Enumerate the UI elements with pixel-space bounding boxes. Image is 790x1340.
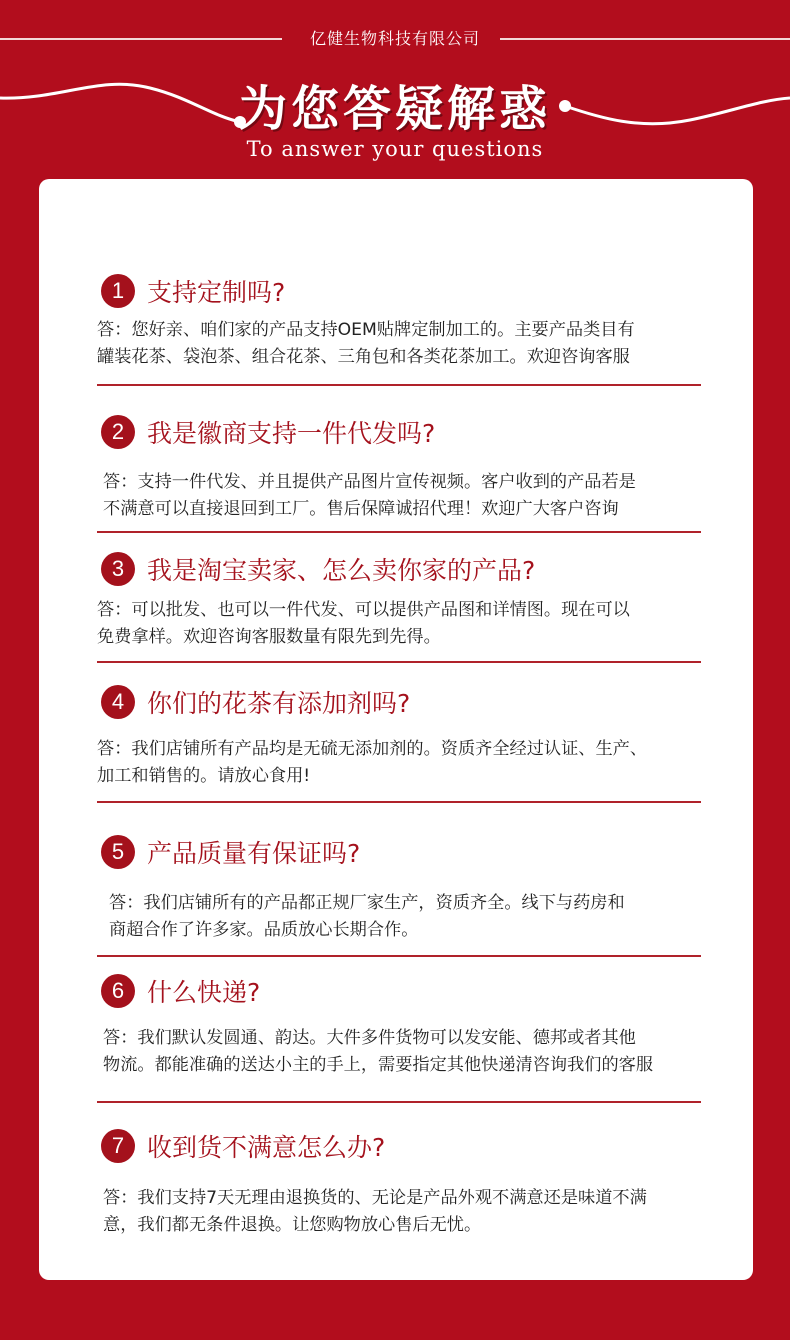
question-number-badge: 2 (101, 415, 135, 449)
faq-answer-2 (103, 469, 636, 523)
faq-question-1 (101, 271, 285, 311)
faq-question-7 (101, 1126, 385, 1166)
faq-divider (97, 661, 701, 663)
answer-line: 答：我们默认发圆通、韵达。大件多件货物可以发安能、德邦或者其他 (103, 1028, 636, 1048)
faq-card (39, 179, 753, 1280)
question-number-badge: 6 (101, 974, 135, 1008)
question-text: 我是淘宝卖家、怎么卖你家的产品? (147, 556, 536, 585)
answer-line: 答：我们支持7天无理由退换货的、无论是产品外观不满意还是味道不满 (103, 1188, 647, 1208)
answer-line: 答：我们店铺所有的产品都正规厂家生产，资质齐全。线下与药房和 (109, 893, 625, 913)
question-number-badge: 3 (101, 552, 135, 586)
question-text: 你们的花茶有添加剂吗? (147, 689, 411, 718)
answer-line: 不满意可以直接退回到工厂。售后保障诚招代理！欢迎广大客户咨询 (103, 499, 619, 519)
faq-divider (97, 1101, 701, 1103)
page-title: 为您答疑解惑 (238, 81, 551, 137)
faq-question-6 (101, 971, 260, 1011)
faq-answer-1 (97, 317, 635, 371)
page-subtitle: To answer your questions (246, 137, 544, 161)
faq-answer-7 (103, 1185, 647, 1239)
answer-line: 答：我们店铺所有产品均是无硫无添加剂的。资质齐全经过认证、生产、 (97, 739, 648, 759)
faq-question-4 (101, 682, 410, 722)
faq-question-3 (101, 549, 535, 589)
answer-line: 免费拿样。欢迎咨询客服数量有限先到先得。 (97, 627, 441, 647)
faq-answer-3 (97, 597, 630, 651)
question-text: 产品质量有保证吗? (147, 839, 361, 868)
answer-line: 答：支持一件代发、并且提供产品图片宣传视频。客户收到的产品若是 (103, 472, 636, 492)
question-text: 收到货不满意怎么办? (147, 1133, 386, 1162)
faq-divider (97, 384, 701, 386)
answer-line: 商超合作了许多家。品质放心长期合作。 (109, 920, 419, 940)
answer-line: 答：可以批发、也可以一件代发、可以提供产品图和详情图。现在可以 (97, 600, 630, 620)
faq-divider (97, 955, 701, 957)
answer-line: 罐装花茶、袋泡茶、组合花茶、三角包和各类花茶加工。欢迎咨询客服 (97, 347, 630, 367)
faq-answer-4 (97, 736, 647, 790)
question-text: 什么快递? (147, 978, 261, 1007)
question-text: 支持定制吗? (147, 278, 286, 307)
faq-answer-6 (103, 1025, 653, 1079)
company-name: 亿健生物科技有限公司 (309, 29, 480, 48)
answer-line: 加工和销售的。请放心食用! (97, 766, 311, 786)
answer-line: 答：您好亲、咱们家的产品支持OEM贴牌定制加工的。主要产品类目有 (97, 320, 635, 340)
question-number-badge: 1 (101, 274, 135, 308)
answer-line: 意，我们都无条件退换。让您购物放心售后无忧。 (103, 1215, 482, 1235)
faq-divider (97, 531, 701, 533)
answer-line: 物流。都能准确的送达小主的手上，需要指定其他快递清咨询我们的客服 (103, 1055, 654, 1075)
question-number-badge: 4 (101, 685, 135, 719)
faq-question-5 (101, 832, 360, 872)
question-number-badge: 7 (101, 1129, 135, 1163)
faq-answer-5 (109, 890, 625, 944)
faq-divider (97, 801, 701, 803)
question-text: 我是徽商支持一件代发吗? (147, 419, 436, 448)
faq-question-2 (101, 412, 435, 452)
question-number-badge: 5 (101, 835, 135, 869)
